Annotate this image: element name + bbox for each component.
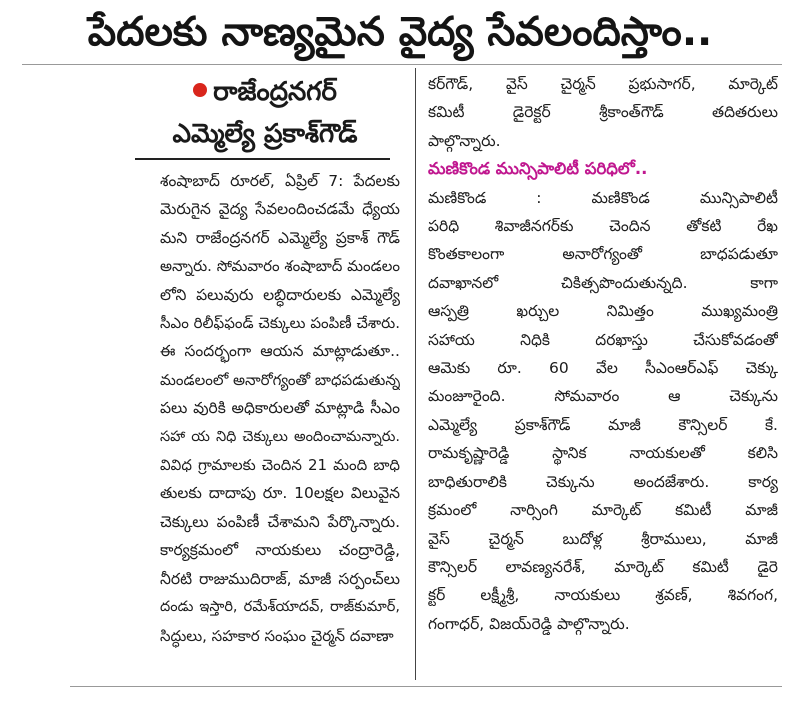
text-line: మెరుగైన వైద్య సేవలందించడమే ధ్యేయ — [160, 200, 400, 219]
text-line: క్టర్ లక్ష్మీశ్రీ, నాయకులు శ్రవణ్, శివగంగ, — [428, 586, 778, 605]
right-column-continuation — [428, 70, 778, 155]
text-line: కొంతకాలంగా అనారోగ్యంతో బాధపడుతూ — [428, 245, 778, 264]
text-line: ఈ సందర్భంగా ఆయన మాట్లాడుతూ.. — [160, 342, 400, 361]
text-line: మణికొండ : మణికొండ మున్సిపాలిటీ — [428, 188, 778, 207]
text-line: చెక్కులు పంపిణీ చేశామని పేర్కొన్నారు. — [160, 512, 400, 531]
headline-rule — [22, 64, 782, 65]
text-line: సహాయ నిధికి దరఖాస్తు చేసుకోవడంతో — [428, 330, 778, 349]
right-column-story — [428, 184, 778, 639]
subhead: మణికొండ మున్సిపాలిటీ పరిధిలో.. — [428, 159, 648, 179]
byline-line-1 — [140, 72, 390, 112]
right-column — [428, 70, 778, 638]
bottom-strip — [0, 700, 800, 715]
text-line: వైస్ చైర్మన్ బుదోళ్ల శ్రీరాములు, మాజీ — [428, 529, 778, 548]
left-column — [160, 167, 400, 650]
text-line: దవాఖానలో చికిత్సపొందుతున్నది. కాగా — [428, 273, 778, 292]
text-line: కార్యక్రమంలో నాయకులు చంద్రారెడ్డి, — [160, 541, 400, 560]
text-line: పలు వురికి అధికారులతో మాట్లాడి సీఎం — [160, 399, 400, 418]
text-line: కమిటీ డైరెక్టర్ శ్రీకాంత్‌గౌడ్ తదితరులు — [428, 103, 778, 122]
text-line: క్రమంలో నార్సింగి మార్కెట్ కమిటీ మాజీ — [428, 501, 778, 520]
text-line: నీరటి రాజుముదిరాజ్, మాజీ సర్పంచ్‌లు — [160, 569, 400, 588]
text-line: గంగాధర్, విజయ్‌రెడ్డి పాల్గొన్నారు. — [428, 614, 630, 633]
bottom-rule — [70, 686, 782, 687]
bullet-dot-icon — [193, 83, 207, 97]
column-divider — [415, 68, 416, 680]
byline-rule — [135, 158, 390, 160]
text-line: లోని పలువురు లబ్ధిదారులకు ఎమ్మెల్యే — [160, 285, 400, 304]
byline-name: రాజేంద్రనగర్ — [213, 77, 337, 107]
text-line: మని రాజేంద్రనగర్ ఎమ్మెల్యే ప్రకాశ్ గౌడ్ — [160, 228, 400, 247]
text-line: మండలంలో అనారోగ్యంతో బాధపడుతున్న — [160, 370, 400, 389]
text-line: ఎమ్మెల్యే ప్రకాశ్‌గౌడ్ మాజీ కౌన్సిలర్ కే. — [428, 415, 778, 434]
text-line: తులకు దాదాపు రూ. 10లక్షల విలువైన — [160, 484, 400, 503]
text-line: ఆమెకు రూ. 60 వేల సీఎంఆర్‌ఎఫ్ చెక్కు — [428, 359, 778, 378]
text-line: అన్నారు. సోమవారం శంషాబాద్ మండలం — [160, 257, 400, 276]
text-line: కౌన్సిలర్ లావణ్యనరేశ్, మార్కెట్ కమిటీ డైరె — [428, 557, 778, 576]
byline-line-2: ఎమ్మెల్యే ప్రకాశ్‌గౌడ్ — [172, 119, 358, 149]
text-line: పరిధి శివాజీనగర్‌కు చెందిన తోకటి రేఖ — [428, 217, 778, 236]
text-line: శంషాబాద్ రూరల్, ఏప్రిల్ 7: పేదలకు — [160, 172, 400, 190]
text-line: సహా య నిధి చెక్కులు అందించామన్నారు. — [160, 428, 400, 445]
text-line: వివిధ గ్రామాలకు చెందిన 21 మంది బాధి — [160, 456, 400, 475]
text-line: రామకృష్ణారెడ్డి స్థానిక నాయకులతో కలిసి — [428, 444, 778, 463]
text-line: సిద్ధులు, సహకార సంఘం చైర్మన్ దవాణా — [160, 626, 394, 645]
text-line: బాధితురాలికి చెక్కును అందజేశారు. కార్య — [428, 472, 778, 491]
text-line: మంజూరైంది. సోమవారం ఆ చెక్కును — [428, 387, 778, 406]
text-line: పాల్గొన్నారు. — [428, 131, 501, 150]
text-line: కర్‌గౌడ్, వైస్ చైర్మన్ ప్రభుసాగర్, మార్కెట్ — [428, 75, 778, 93]
text-line: సీఎం రిలీఫ్‌ఫండ్ చెక్కులు పంపిణీ చేశారు. — [160, 314, 400, 333]
text-line: దండు ఇస్తారి, రమేశ్‌యాదవ్, రాజ్‌కుమార్, — [160, 599, 400, 616]
text-line: ఆస్పత్రి ఖర్చుల నిమిత్తం ముఖ్యమంత్రి — [428, 302, 778, 321]
headline: పేదలకు నాణ్యమైన వైద్య సేవలందిస్తాం.. — [87, 9, 713, 55]
